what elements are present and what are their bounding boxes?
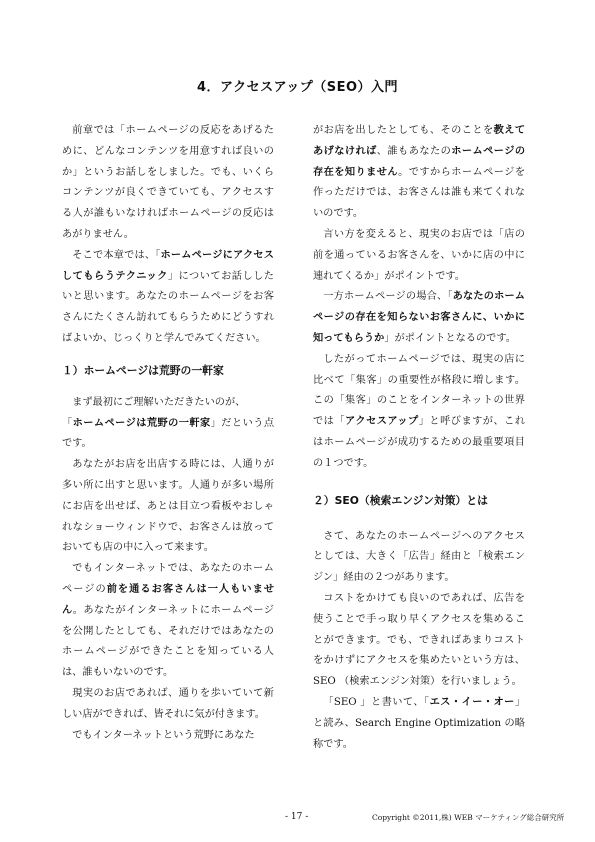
- section-heading: ２）SEO（検索エンジン対策）とは: [313, 493, 488, 507]
- emphasis: あなたのホームページの存在を知らないお客さんに、いかに知ってもらうか: [313, 291, 525, 344]
- paragraph: 「ホームページは荒野の一軒家」だという点です。: [62, 417, 275, 450]
- emphasis: アクセスアップ: [345, 416, 419, 428]
- emphasis: ホームページの存在を知りません: [313, 145, 526, 178]
- paragraph: まず最初にご理解いただきたいのが、: [72, 396, 246, 408]
- emphasis: ホームページは荒野の一軒家: [72, 417, 211, 429]
- copyright-notice: Copyright ©2011,株) WEB マーケティング総合研究所: [372, 813, 565, 822]
- left-column: [62, 121, 274, 746]
- right-column: [313, 121, 525, 755]
- paragraph: 一方ホームページの場合、「あなたのホームページの存在を知らないお客さんに、いかに知ってもらうか」がポイントとなるのです。: [313, 291, 525, 344]
- paragraph: 現実のお店であれば、通りを歩いていて新しい店ができれば、皆それに気が付きます。: [62, 687, 274, 720]
- paragraph: したがってホームページでは、現実の店に比べて「集客」の重要性が格段に増します。この「集客」のことをインターネットの世界では「アクセスアップ」と呼びますが、これはホームページが成功するための最重要項目の１つです。: [313, 353, 526, 469]
- emphasis: ホームページにアクセスしてもらうテクニック: [62, 249, 274, 282]
- paragraph: さて、あなたのホームページへのアクセスとしては、大きく「広告」経由と「検索エンジン」経由の２つがあります。: [313, 530, 525, 584]
- paragraph: コストをかけても良いのであれば、広告を使うことで手っ取り早くアクセスを集めることができます。でも、できればあまりコストをかけずにアクセスを集めたいという方は、SEO （検索エンジン対策）を行いましょう。: [313, 592, 525, 688]
- paragraph: でもインターネットでは、あなたのホームページの前を通るお客さんは一人もいません。あなたがインターネットにホームページを公開したとしても、それだけではあなたのホームページができたことを知っている人は、誰もいないのです。: [62, 563, 275, 679]
- paragraph: 「SEO 」と書いて、「エス・イー・オー」と読み、Search Engine Optimization の略称です。: [313, 696, 526, 750]
- paragraph: がお店を出したとしても、そのことを教えてあげなければ、誰もあなたのホームページの存在を知りません。ですからホームページを作っただけでは、お客さんは誰も来てくれないのです。: [313, 125, 526, 220]
- paragraph: あなたがお店を出店する時には、人通りが多い所に出すと思います。人通りが多い場所にお店を出せば、あとは目立つ看板やおしゃれなショーウィンドウで、お客さんは放っておいても店の中に入って来ます。: [62, 459, 274, 554]
- page-number: - 17 -: [285, 812, 309, 822]
- paragraph: 言い方を変えると、現実のお店では「店の前を通っているお客さんを、いかに店の中に連れてくるか」がポイントです。: [313, 228, 525, 282]
- emphasis: 前を通るお客さんは一人もいません: [62, 583, 275, 616]
- emphasis: 教えてあげなければ: [313, 125, 526, 157]
- section-heading: １）ホームページは荒野の一軒家: [62, 363, 224, 377]
- page-title: 4．アクセスアップ（SEO）入門: [196, 80, 399, 95]
- paragraph: そこで本章では、「ホームページにアクセスしてもらうテクニック」についてお話ししたいと思います。あなたのホームページをお客さんにたくさん訪れてもらうためにどうすればよいか、じっくりと学んでみてください。: [62, 249, 274, 344]
- emphasis: エス・イー・オー: [429, 696, 515, 708]
- paragraph: でもインターネットという荒野にあなた: [72, 729, 255, 741]
- paragraph: 前章では「ホームページの反応をあげるために、どんなコンテンツを用意すれば良いのか」というお話しをしました。でも、いくらコンテンツが良くできていても、アクセスする人が誰もいなければホームページの反応はあがりません。: [62, 125, 274, 240]
